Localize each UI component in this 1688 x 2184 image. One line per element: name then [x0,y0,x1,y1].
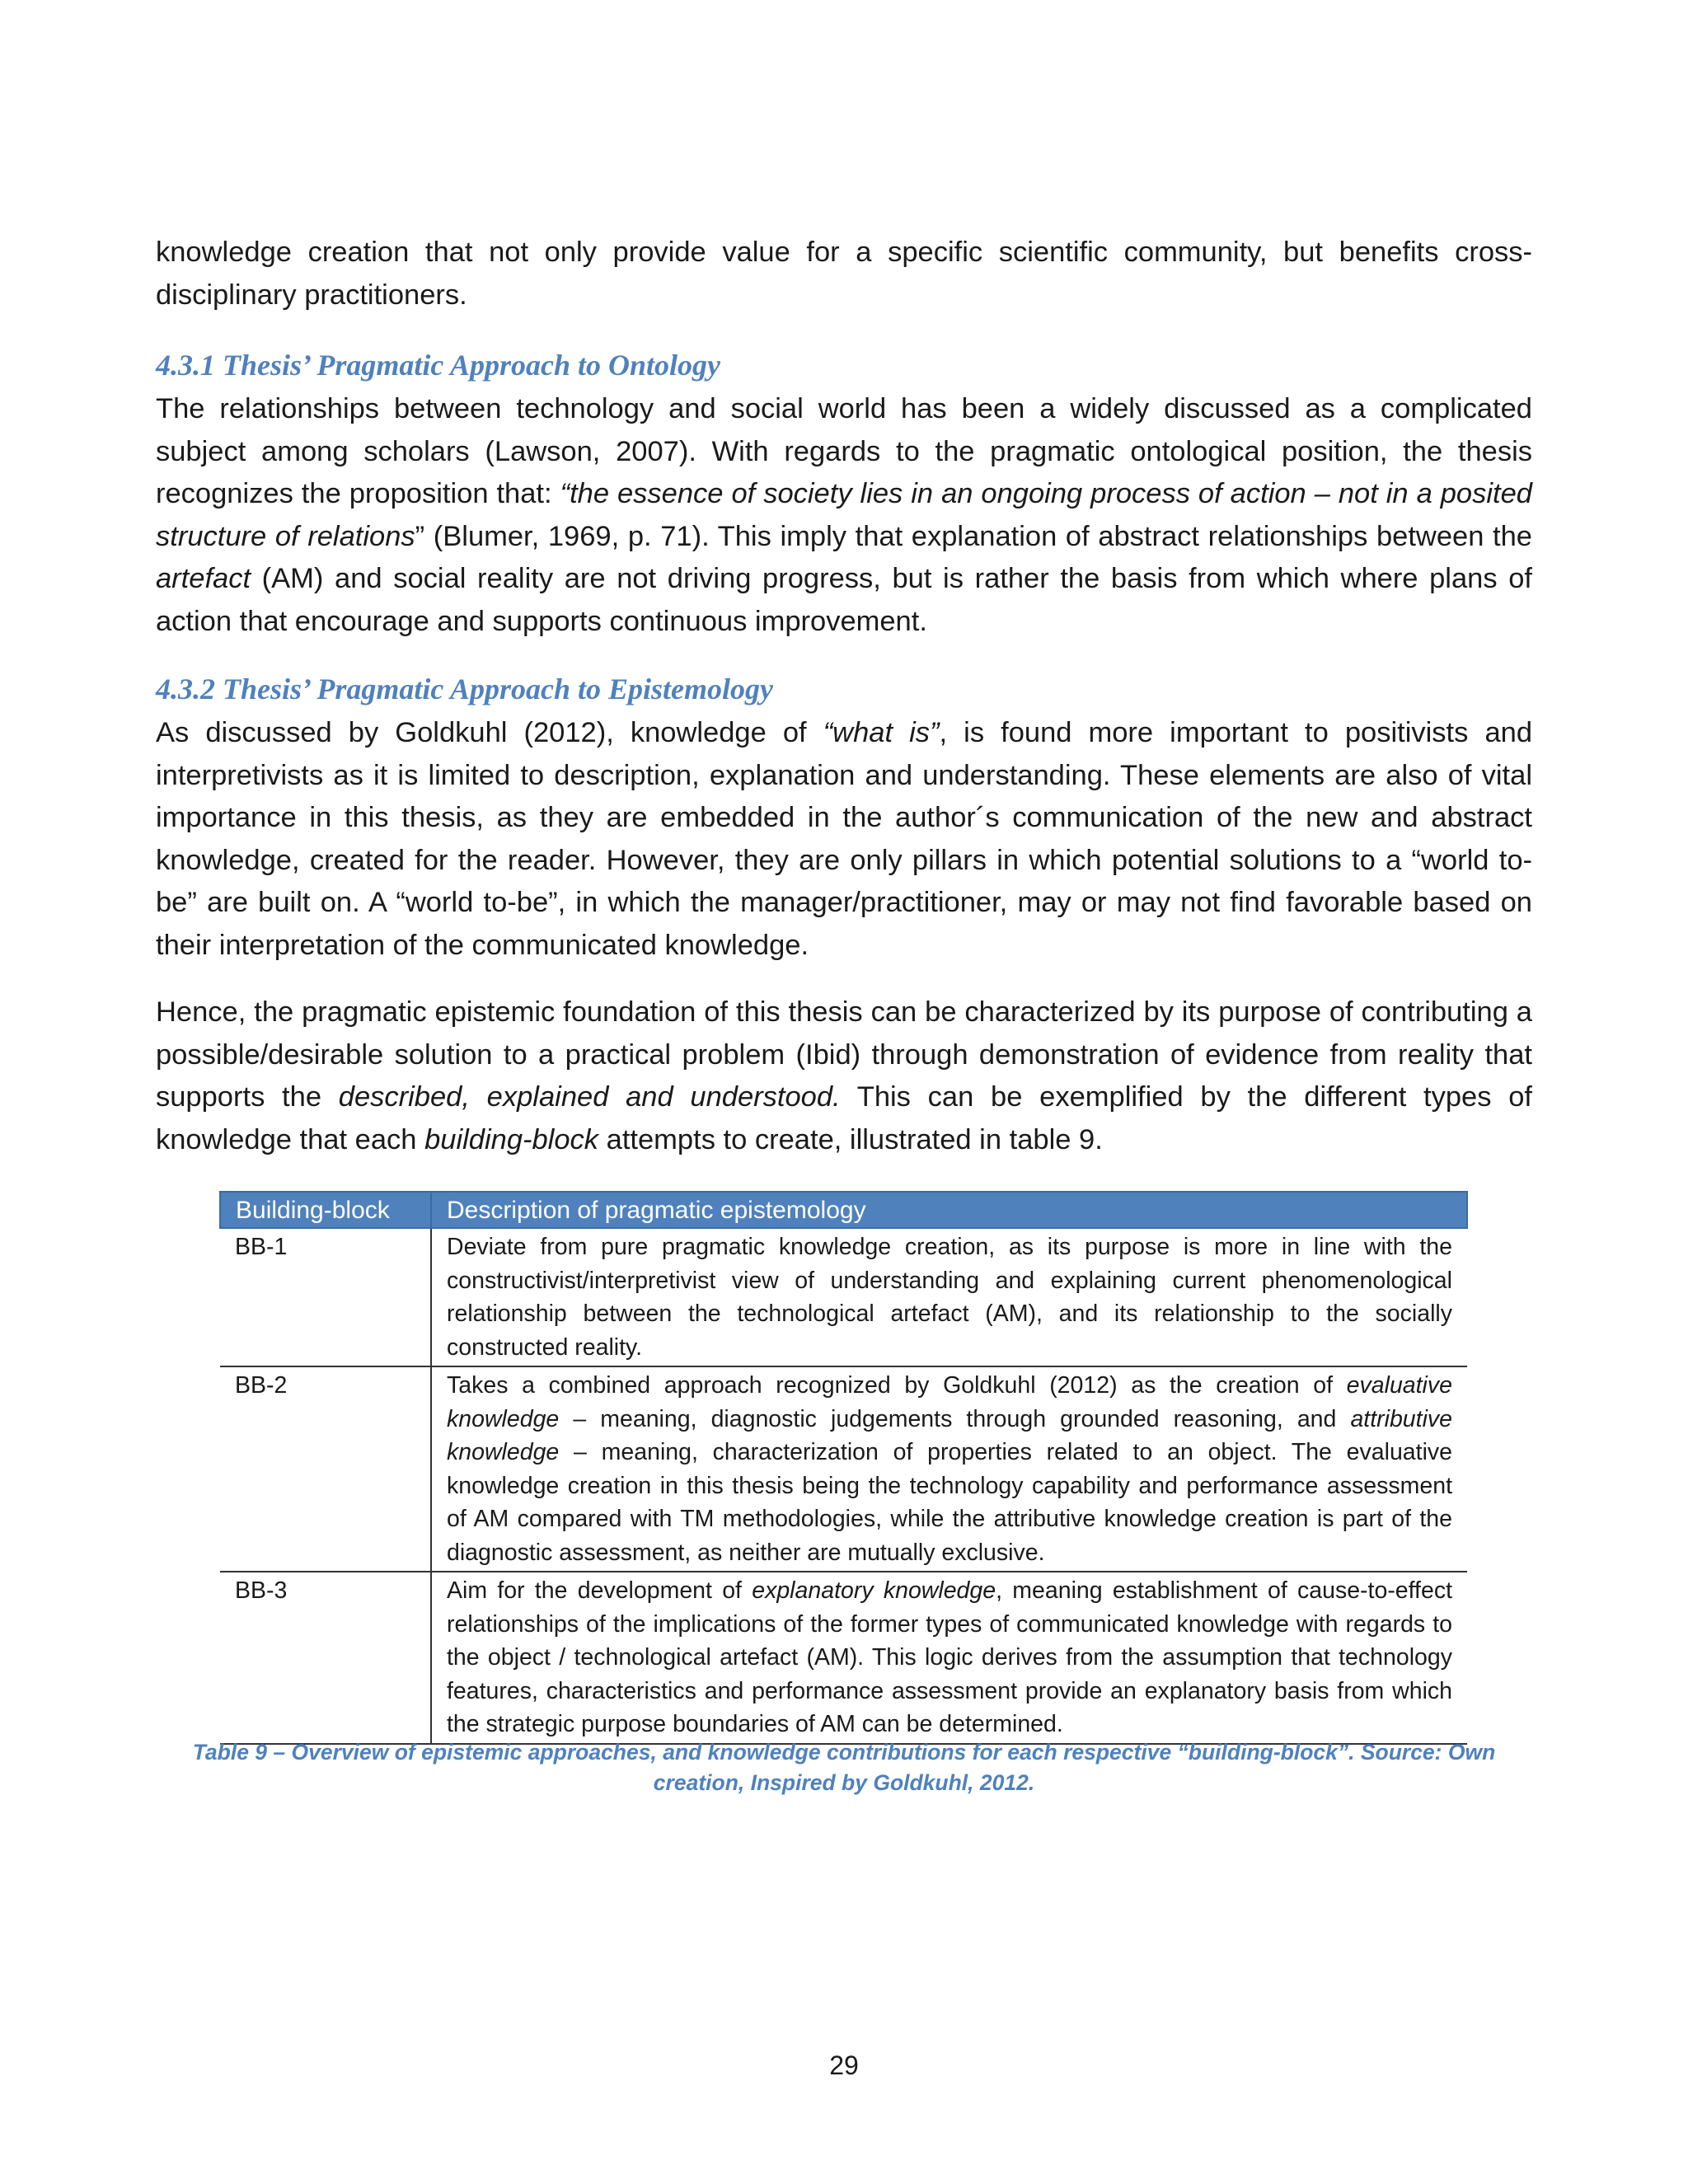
intro-paragraph: knowledge creation that not only provide value for a specific scientific community, but benefits cross-disciplinary practitioners. [156,237,1532,311]
column-header-description: Description of pragmatic epistemology [431,1192,1467,1228]
ontology-paragraph: The relationships between technology and social world has been a widely discussed as a complicated subject among scholars (Lawson, 2007). With regards to the pragmatic ontological position, the thesis recognizes the proposition that: “the essence of society lies in an ongoing process of action – not in a posited structure of relations” (Blumer, 1969, p. 71). This imply that explanation of abstract relationships between the artefact (AM) and social reality are not driving progress, but is rather the basis from which where plans of action that encourage and supports continuous improvement. [156,393,1532,637]
epistemology-paragraph-1: As discussed by Goldkuhl (2012), knowledge of “what is”, is found more important to positivists and interpretivists as it is limited to description, explanation and understanding. These elements are also of vital importance in this thesis, as they are embedded in the author´s communication of the new and abstract knowledge, created for the reader. However, they are only pillars in which potential solutions to a “world to-be” are built on. A “world to-be”, in which the manager/practitioner, may or may not find favorable based on their interpretation of the communicated knowledge. [156,717,1533,961]
building-block-cell: BB-2 [220,1366,431,1572]
section-heading-ontology: 4.3.1 Thesis’ Pragmatic Approach to Ontology [156,349,721,382]
section-4-3-1 [156,345,1532,643]
section-heading-epistemology: 4.3.2 Thesis’ Pragmatic Approach to Epistemology [156,673,773,705]
section-4-3-2 [156,669,1532,1161]
description-cell: Deviate from pure pragmatic knowledge creation, as its purpose is more in line with the constructivist/interpretivist view of understanding and explaining current phenomenological relationship between the technological artefact (AM), and its relationship to the socially constructed reality. [431,1228,1467,1366]
building-block-cell: BB-1 [220,1228,431,1366]
description-cell: Takes a combined approach recognized by Goldkuhl (2012) as the creation of evaluative knowledge – meaning, diagnostic judgements through grounded reasoning, and attributive knowledge – meaning, characterization of properties related to an object. The evaluative knowledge creation in this thesis being the technology capability and performance assessment of AM compared with TM methodologies, while the attributive knowledge creation is part of the diagnostic assessment, as neither are mutually exclusive. [431,1366,1467,1572]
column-header-building-block: Building-block [220,1192,431,1228]
page-number: 29 [829,2050,859,2080]
table-row [220,1572,1467,1744]
table-row [220,1366,1467,1572]
description-cell: Aim for the development of explanatory knowledge, meaning establishment of cause-to-effect relationships of the implications of the former types of communicated knowledge with regards to the object / technological artefact (AM). This logic derives from the assumption that technology features, characteristics and performance assessment provide an explanatory basis from which the strategic purpose boundaries of AM can be determined. [431,1572,1467,1744]
table-caption: Table 9 – Overview of epistemic approaches, and knowledge contributions for each respective “building-block”. Source: Own creation, Inspired by Goldkuhl, 2012. [192,1740,1496,1795]
epistemology-table [219,1191,1468,1745]
table-row [220,1228,1467,1366]
building-block-cell: BB-3 [220,1572,431,1744]
epistemology-paragraph-2: Hence, the pragmatic epistemic foundation of this thesis can be characterized by its purpose of contributing a possible/desirable solution to a practical problem (Ibid) through demonstration of evidence from reality that supports the described, explained and understood. This can be exemplified by the different types of knowledge that each building-block attempts to create, illustrated in table 9. [156,996,1532,1155]
table-header-row [220,1192,1467,1228]
